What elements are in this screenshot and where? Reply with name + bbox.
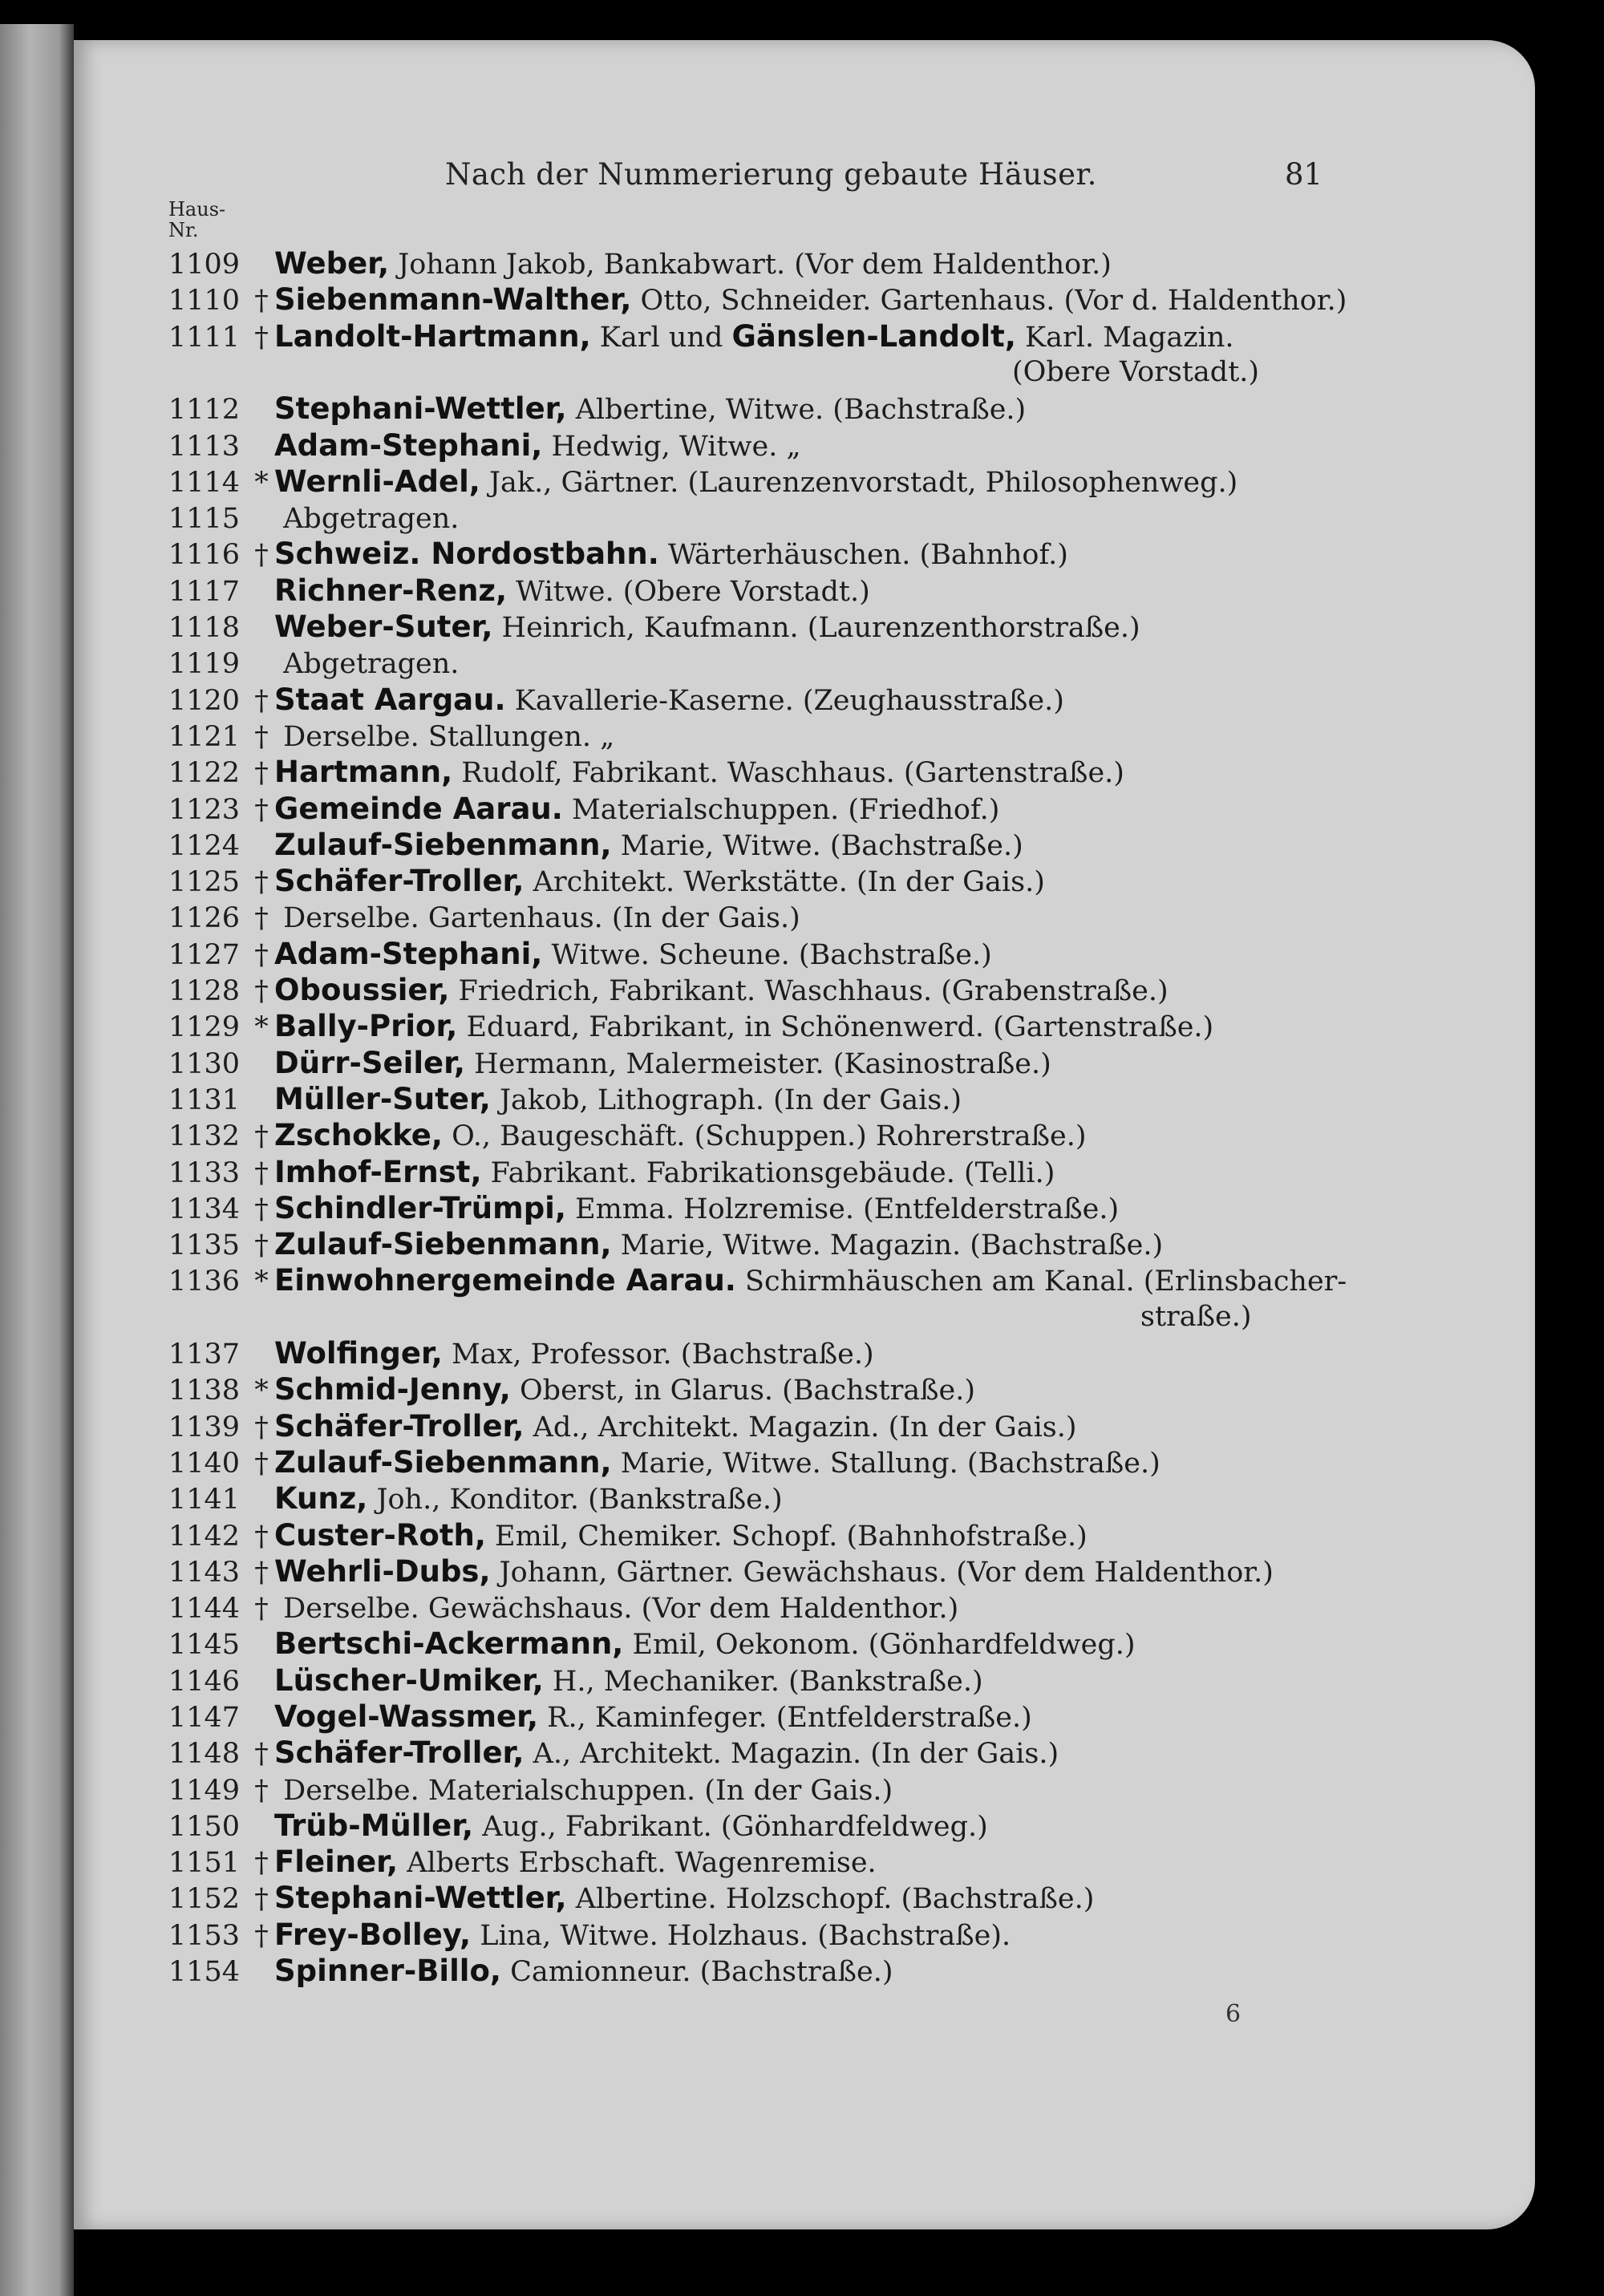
owner-name: Gemeinde Aarau.	[274, 792, 563, 826]
entry-description: Max, Professor. (Bachstraße.)	[451, 1338, 874, 1371]
house-entry	[168, 1517, 1331, 1553]
entry-description: O., Baugeschäft. (Schuppen.) Rohrerstraße.)	[452, 1120, 1087, 1152]
entry-description: Johann Jakob, Bankabwart. (Vor dem Haldenthor.)	[398, 249, 1112, 281]
house-entry	[168, 1190, 1331, 1226]
house-entry	[1140, 1299, 1252, 1335]
owner-name: Schäfer-Troller,	[274, 864, 525, 898]
house-entry	[168, 609, 1331, 645]
house-number: 1135	[168, 1229, 241, 1261]
house-entry	[168, 1953, 1331, 1989]
entry-marker: *	[254, 467, 269, 499]
house-number: 1112	[168, 394, 241, 426]
house-entry	[168, 791, 1331, 827]
house-number: 1151	[168, 1847, 241, 1879]
entry-description: Eduard, Fabrikant, in Schönenwerd. (Gartenstraße.)	[466, 1011, 1214, 1043]
owner-name: Zulauf-Siebenmann,	[274, 1227, 612, 1261]
owner-name: Weber-Suter,	[274, 609, 493, 644]
house-entry	[168, 1008, 1331, 1044]
entry-description: Architekt. Werkstätte. (In der Gais.)	[533, 866, 1045, 898]
entry-description: Marie, Witwe. Stallung. (Bachstraße.)	[620, 1448, 1160, 1480]
house-number: 1153	[168, 1920, 241, 1952]
house-number: 1149	[168, 1775, 241, 1807]
owner-name: Adam-Stephani,	[274, 937, 543, 971]
entry-marker: †	[254, 1557, 269, 1589]
entry-description: Johann, Gärtner. Gewächshaus. (Vor dem Haldenthor.)	[499, 1557, 1274, 1589]
house-entry	[168, 1553, 1331, 1589]
house-entry	[168, 682, 1331, 718]
house-number: 1120	[168, 685, 241, 717]
entry-marker: †	[254, 1120, 269, 1152]
entry-description: Fabrikant. Fabrikationsgebäude. (Telli.)	[490, 1157, 1055, 1189]
house-number: 1129	[168, 1011, 241, 1043]
house-entry	[168, 899, 1331, 935]
entry-description: Marie, Witwe. (Bachstraße.)	[620, 830, 1023, 862]
house-entry	[168, 318, 1331, 354]
house-number: 1130	[168, 1048, 241, 1080]
owner-name: Richner-Renz,	[274, 573, 508, 608]
house-entry	[168, 1626, 1331, 1662]
house-number: 1141	[168, 1484, 241, 1516]
entry-marker: *	[254, 1375, 269, 1407]
house-entry	[168, 936, 1331, 972]
owner-name: Wolfinger,	[274, 1336, 443, 1371]
house-entry	[168, 1117, 1331, 1153]
house-number: 1126	[168, 902, 241, 934]
entry-description: Hermann, Malermeister. (Kasinostraße.)	[474, 1048, 1051, 1080]
owner-name: Imhof-Ernst,	[274, 1155, 482, 1189]
owner-name: Schäfer-Troller,	[274, 1409, 525, 1444]
owner-name: Stephani-Wettler,	[274, 391, 567, 426]
house-entry	[168, 718, 1331, 754]
entry-marker: †	[254, 1448, 269, 1480]
house-number: 1146	[168, 1666, 241, 1698]
entry-description: Derselbe. Gewächshaus. (Vor dem Haldenthor.)	[283, 1593, 959, 1625]
house-number: 1143	[168, 1557, 241, 1589]
house-entry	[168, 1662, 1331, 1699]
house-entry	[168, 1735, 1331, 1771]
house-number: 1124	[168, 830, 241, 862]
entry-marker: *	[254, 1011, 269, 1043]
owner-name: Zulauf-Siebenmann,	[274, 828, 612, 862]
owner-name: Custer-Roth,	[274, 1518, 486, 1553]
house-entry	[168, 1480, 1331, 1516]
house-number: 1136	[168, 1265, 241, 1298]
house-entry	[168, 427, 1331, 464]
entry-marker: †	[254, 285, 269, 317]
owner-name: Stephani-Wettler,	[274, 1881, 567, 1915]
entry-description: Marie, Witwe. Magazin. (Bachstraße.)	[620, 1229, 1164, 1261]
scan-top-border	[0, 0, 1604, 38]
entry-marker: †	[254, 1738, 269, 1770]
house-entry	[168, 1772, 1331, 1808]
house-number: 1121	[168, 721, 241, 753]
printer-signature-mark: 6	[1225, 2000, 1241, 2028]
house-number: 1131	[168, 1084, 241, 1116]
owner-name: Fleiner,	[274, 1844, 399, 1879]
entry-marker: †	[254, 685, 269, 717]
owner-name: Hartmann,	[274, 755, 453, 789]
house-entry	[168, 1808, 1331, 1844]
owner-name: Lüscher-Umiker,	[274, 1663, 544, 1698]
entry-description: Friedrich, Fabrikant. Waschhaus. (Grabenstraße.)	[458, 975, 1169, 1007]
book-spine-left-page-edge	[0, 24, 74, 2296]
owner-name: Adam-Stephani,	[274, 428, 543, 463]
entry-description: Otto, Schneider. Gartenhaus. (Vor d. Haldenthor.)	[640, 285, 1347, 317]
house-number: 1150	[168, 1811, 241, 1843]
house-number: 1109	[168, 249, 241, 281]
owner-name: Landolt-Hartmann,	[274, 319, 591, 354]
owner-name-secondary: Gänslen-Landolt,	[731, 319, 1016, 354]
house-entry	[168, 500, 1331, 536]
entry-description: R., Kaminfeger. (Entfelderstraße.)	[547, 1702, 1032, 1734]
house-entry	[168, 1081, 1331, 1117]
entry-description: Rudolf, Fabrikant. Waschhaus. (Gartenstraße.)	[461, 757, 1124, 789]
house-number: 1137	[168, 1338, 241, 1371]
house-number: 1117	[168, 576, 241, 608]
entry-description: Derselbe. Gartenhaus. (In der Gais.)	[283, 902, 800, 934]
house-number: 1144	[168, 1593, 241, 1625]
entry-description: (Obere Vorstadt.)	[1012, 356, 1260, 388]
house-number: 1127	[168, 939, 241, 971]
entry-description: Lina, Witwe. Holzhaus. (Bachstraße).	[480, 1920, 1011, 1952]
entry-marker: †	[254, 866, 269, 898]
entry-description: Abgetragen.	[283, 648, 460, 680]
house-number: 1113	[168, 431, 241, 463]
house-entry	[168, 464, 1331, 500]
house-entry	[168, 573, 1331, 609]
entry-marker: †	[254, 975, 269, 1007]
house-entry	[168, 754, 1331, 790]
house-number: 1148	[168, 1738, 241, 1770]
entry-marker: †	[254, 1411, 269, 1444]
house-entry	[1012, 354, 1259, 391]
entry-marker: †	[254, 1883, 269, 1915]
entry-description: straße.)	[1140, 1301, 1252, 1333]
house-number: 1128	[168, 975, 241, 1007]
entry-marker: †	[254, 939, 269, 971]
entry-marker: †	[254, 757, 269, 789]
house-entry	[168, 1226, 1331, 1262]
entry-marker: †	[254, 1775, 269, 1807]
entry-marker: †	[254, 1521, 269, 1553]
owner-name: Kunz,	[274, 1481, 368, 1516]
entry-description: Schirmhäuschen am Kanal. (Erlinsbacher-	[745, 1265, 1347, 1298]
owner-name: Schäfer-Troller,	[274, 1735, 525, 1770]
house-entry	[168, 281, 1347, 318]
owner-name: Weber,	[274, 246, 390, 281]
entry-description: H., Mechaniker. (Bankstraße.)	[552, 1666, 983, 1698]
entry-description: Oberst, in Glarus. (Bachstraße.)	[519, 1375, 976, 1407]
entry-description: Kavallerie-Kaserne. (Zeughausstraße.)	[514, 685, 1064, 717]
house-entry	[168, 1589, 1331, 1626]
entry-description: Derselbe. Materialschuppen. (In der Gais.)	[283, 1775, 893, 1807]
house-entry	[168, 1154, 1331, 1190]
column-heading-line-2: Nr.	[168, 219, 199, 241]
house-number: 1142	[168, 1521, 241, 1553]
owner-name: Bally-Prior,	[274, 1009, 458, 1043]
house-number: 1110	[168, 285, 241, 317]
page-number: 81	[1285, 157, 1323, 192]
entry-description: Derselbe. Stallungen. „	[283, 721, 615, 753]
house-entry	[168, 645, 1331, 681]
owner-name: Wehrli-Dubs,	[274, 1554, 491, 1589]
house-entry	[168, 1335, 1331, 1371]
column-heading-line-1: Haus-	[168, 198, 226, 221]
entry-marker: †	[254, 1229, 269, 1261]
entry-description: Abgetragen.	[283, 503, 460, 535]
entry-marker: †	[254, 794, 269, 826]
owner-name: Vogel-Wassmer,	[274, 1699, 539, 1734]
entry-description: Ad., Architekt. Magazin. (In der Gais.)	[533, 1411, 1077, 1444]
entry-marker: †	[254, 1193, 269, 1225]
entry-description-secondary: Karl. Magazin.	[1025, 322, 1234, 354]
owner-name: Wernli-Adel,	[274, 464, 480, 499]
house-number: 1125	[168, 866, 241, 898]
column-heading-house-number	[168, 199, 225, 241]
house-entry	[168, 1371, 1331, 1407]
entry-marker: †	[254, 322, 269, 354]
owner-name: Zulauf-Siebenmann,	[274, 1445, 612, 1480]
house-entry	[168, 1880, 1331, 1916]
entry-description: Wärterhäuschen. (Bahnhof.)	[667, 539, 1068, 571]
house-entry	[168, 1844, 1331, 1880]
house-number: 1145	[168, 1629, 241, 1661]
owner-name: Dürr-Seiler,	[274, 1046, 465, 1080]
owner-name: Frey-Bolley,	[274, 1917, 472, 1952]
entry-marker: †	[254, 539, 269, 571]
entry-description: Emil, Chemiker. Schopf. (Bahnhofstraße.)	[495, 1521, 1088, 1553]
entry-marker: †	[254, 1847, 269, 1879]
entry-marker: †	[254, 1157, 269, 1189]
house-entry	[168, 536, 1331, 572]
entry-description: Albertine, Witwe. (Bachstraße.)	[575, 394, 1027, 426]
house-entry	[168, 245, 1331, 281]
running-head-title: Nach der Nummerierung gebaute Häuser.	[445, 157, 1097, 192]
house-number: 1111	[168, 322, 241, 354]
house-entry	[168, 972, 1331, 1008]
entry-description: Hedwig, Witwe. „	[551, 431, 801, 463]
house-number: 1140	[168, 1448, 241, 1480]
entry-description: Jak., Gärtner. (Laurenzenvorstadt, Philosophenweg.)	[489, 467, 1238, 499]
house-entry	[168, 1917, 1331, 1953]
house-number: 1115	[168, 503, 241, 535]
entry-description: Jakob, Lithograph. (In der Gais.)	[500, 1084, 962, 1116]
entry-marker: *	[254, 1265, 269, 1298]
house-entry	[168, 1045, 1331, 1081]
house-number: 1119	[168, 648, 241, 680]
entry-marker: †	[254, 721, 269, 753]
owner-name: Spinner-Billo,	[274, 1954, 501, 1988]
owner-name: Müller-Suter,	[274, 1082, 491, 1116]
entry-description: Materialschuppen. (Friedhof.)	[571, 794, 1000, 826]
owner-name: Schmid-Jenny,	[274, 1372, 511, 1407]
owner-name: Staat Aargau.	[274, 682, 506, 717]
entry-description: Karl und	[599, 322, 723, 354]
entry-description: Alberts Erbschaft. Wagenremise.	[407, 1847, 877, 1879]
house-number: 1118	[168, 612, 241, 644]
entry-description: Witwe. Scheune. (Bachstraße.)	[551, 939, 992, 971]
house-number: 1114	[168, 467, 241, 499]
house-entry	[168, 827, 1331, 863]
owner-name: Zschokke,	[274, 1118, 443, 1152]
entry-description: Joh., Konditor. (Bankstraße.)	[376, 1484, 783, 1516]
entry-marker: †	[254, 1920, 269, 1952]
entry-description: Emil, Oekonom. (Gönhardfeldweg.)	[632, 1629, 1136, 1661]
owner-name: Schweiz. Nordostbahn.	[274, 537, 659, 571]
house-number: 1116	[168, 539, 241, 571]
entry-description: Camionneur. (Bachstraße.)	[510, 1956, 893, 1988]
house-entry	[168, 1262, 1347, 1298]
house-number: 1139	[168, 1411, 241, 1444]
house-entry	[168, 1444, 1331, 1480]
owner-name: Bertschi-Ackermann,	[274, 1626, 624, 1661]
owner-name: Siebenmann-Walther,	[274, 282, 632, 317]
house-entry	[168, 391, 1331, 427]
house-number: 1138	[168, 1375, 241, 1407]
owner-name: Trüb-Müller,	[274, 1808, 474, 1843]
house-number: 1122	[168, 757, 241, 789]
entry-description: A., Architekt. Magazin. (In der Gais.)	[533, 1738, 1059, 1770]
entry-description: Albertine. Holzschopf. (Bachstraße.)	[575, 1883, 1095, 1915]
entry-description: Witwe. (Obere Vorstadt.)	[516, 576, 870, 608]
entry-marker: †	[254, 902, 269, 934]
house-number: 1147	[168, 1702, 241, 1734]
owner-name: Einwohnergemeinde Aarau.	[274, 1263, 736, 1298]
entry-description: Aug., Fabrikant. (Gönhardfeldweg.)	[482, 1811, 988, 1843]
house-entry	[168, 1408, 1331, 1444]
house-number: 1132	[168, 1120, 241, 1152]
house-entry	[168, 863, 1331, 899]
owner-name: Schindler-Trümpi,	[274, 1191, 566, 1225]
house-number: 1152	[168, 1883, 241, 1915]
entry-description: Heinrich, Kaufmann. (Laurenzenthorstraße.)	[501, 612, 1140, 644]
house-number: 1134	[168, 1193, 241, 1225]
entry-description: Emma. Holzremise. (Entfelderstraße.)	[575, 1193, 1120, 1225]
house-number: 1123	[168, 794, 241, 826]
house-entry	[168, 1699, 1331, 1735]
owner-name: Oboussier,	[274, 973, 450, 1007]
house-number: 1154	[168, 1956, 241, 1988]
entry-marker: †	[254, 1593, 269, 1625]
house-number: 1133	[168, 1157, 241, 1189]
